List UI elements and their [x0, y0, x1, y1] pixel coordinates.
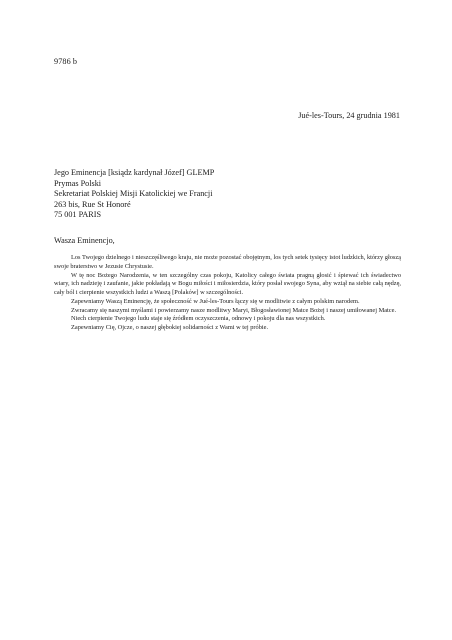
body-paragraph: Zwracamy się naszymi myślami i powierzamy nasze modlitwy Maryi, Błogosławionej Matce Bożej i naszej umiłowanej Matce. — [71, 306, 397, 314]
salutation: Wasza Eminencjo, — [54, 236, 115, 245]
recipient-address — [54, 168, 214, 221]
address-line: 263 bis, Rue St Honoré — [54, 199, 131, 209]
address-line: Sekretariat Polskiej Misji Katolickiej we Francji — [54, 189, 213, 199]
address-line: Jego Eminencja [ksiądz kardynał Józef] GLEMP — [54, 168, 215, 177]
place-and-date: Jué-les-Tours, 24 grudnia 1981 — [298, 111, 400, 120]
body-paragraph: Zapewniamy Waszą Eminencję, że społeczność w Jué-les-Tours łączy się w modlitwie z całym polskim narodem. — [71, 297, 360, 305]
body-paragraph: Zapewniamy Cię, Ojcze, o naszej głębokiej solidarności z Wami w tej próbie. — [71, 324, 269, 331]
address-line: Prymas Polski — [54, 178, 102, 188]
letter-body — [54, 254, 401, 333]
body-paragraph: Niech cierpienie Twojego ludu staje się źródłem oczyszczenia, odnowy i pokoju dla nas wszystkich. — [71, 315, 326, 323]
body-paragraph: Los Twojego dzielnego i nieszczęśliwego kraju, nie może pozostać obojętnym, los tych setek tysięcy istot ludzkich, którzy głoszą swoje braterstwo w Jezusie Chrystusie. — [54, 254, 401, 270]
address-line: 75 001 PARIS — [54, 210, 102, 220]
document-reference: 9786 b — [54, 57, 78, 66]
body-paragraph: W tę noc Bożego Narodzenia, w ten szczególny czas pokoju, Katolicy całego świata pragną głosić i śpiewać ich świadectwo wiary, ich nadzieję i zaufanie, jakie pokładają w Bogu miłości i miłosierdzia, który posłał swojego Syna, aby wziął na siebie całą nędzę, cały ból i cierpienie wszystkich ludzi a Waszą [Polaków] w szczególności. — [54, 271, 401, 296]
